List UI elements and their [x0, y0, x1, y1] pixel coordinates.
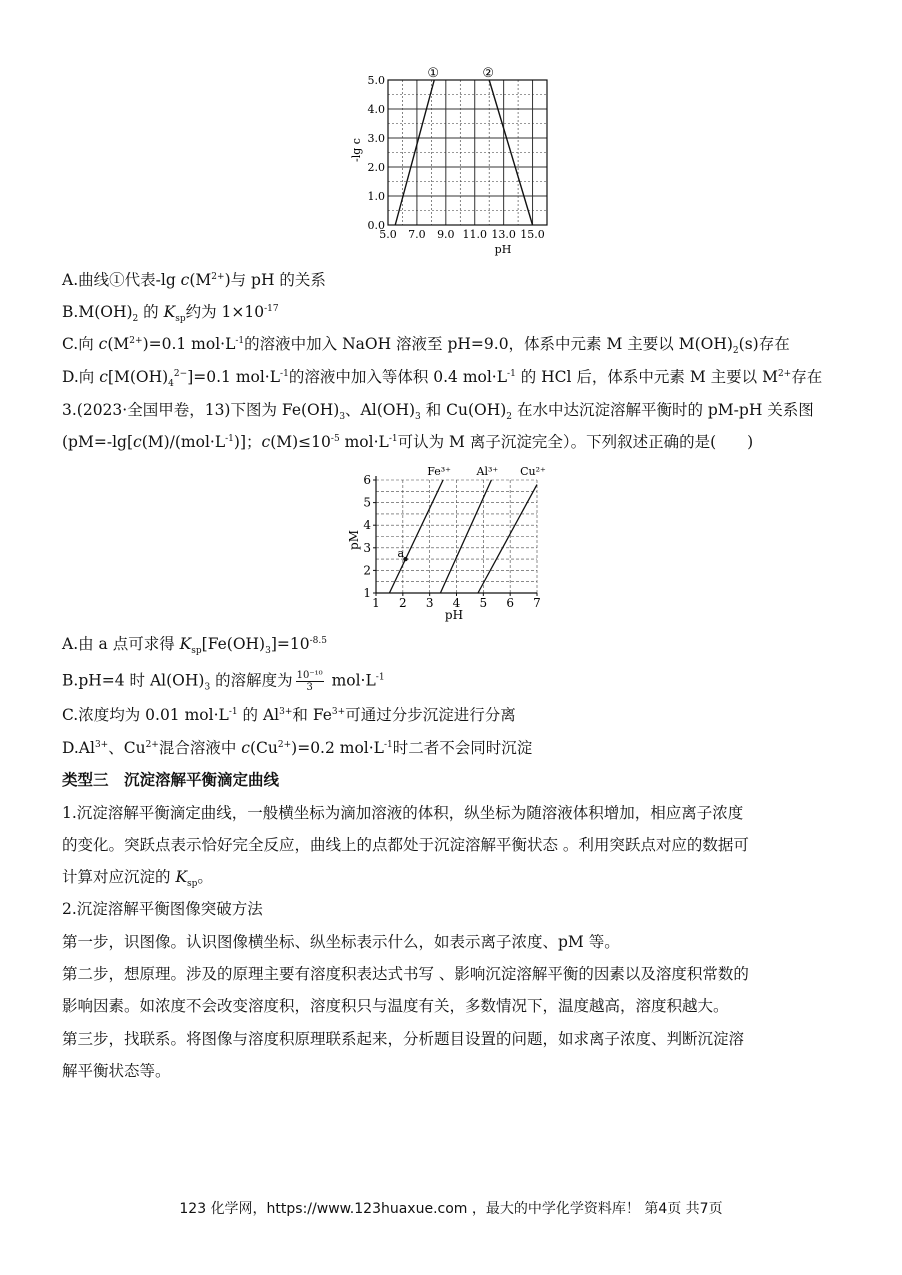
chart-2-grid: [376, 480, 537, 593]
x-tick-label: 9.0: [437, 228, 455, 241]
chart-2: [0, 460, 902, 630]
text: -1: [507, 368, 516, 379]
text: 在水中达沉淀溶解平衡时的 pM-pH 关系图: [512, 401, 814, 419]
text: )=0.2 mol·L: [291, 739, 384, 757]
text: 存在: [791, 368, 823, 386]
text: 的溶液中加入等体积 0.4 mol·L: [288, 368, 508, 386]
text: c: [180, 271, 190, 289]
text: c: [261, 433, 271, 451]
chart-1-y-axis-label: -lg c: [350, 138, 363, 162]
text: C.向: [62, 335, 99, 353]
x-tick-label: 7: [533, 596, 541, 610]
series-label: Fe³⁺: [427, 465, 451, 478]
text: mol·L: [326, 671, 376, 690]
section-paragraph-line: 第三步，找联系。将图像与溶度积原理联系起来，分析题目设置的问题，如求离子浓度、判断沉淀溶: [62, 1030, 745, 1048]
text: -8.5: [309, 635, 327, 646]
text: D.向: [62, 368, 100, 386]
text: 混合溶液中: [158, 739, 242, 757]
x-tick-label: 1: [372, 596, 380, 610]
text: -1: [388, 433, 398, 444]
text: K: [179, 635, 192, 653]
text: 2−: [173, 368, 188, 379]
text: 3+: [279, 706, 293, 717]
y-tick-label: 2: [363, 563, 371, 578]
q2-option-b: [62, 302, 842, 325]
text: -1: [225, 433, 234, 444]
x-tick-label: 7.0: [408, 228, 426, 241]
section-paragraph-line: 第一步，识图像。认识图像横坐标、纵坐标表示什么，如表示离子浓度、pM 等。: [62, 933, 620, 951]
text: A.曲线①代表-lg: [62, 271, 181, 289]
chart-2-axes: [373, 476, 537, 596]
curve-label: ①: [427, 66, 440, 81]
text: 2+: [145, 739, 159, 750]
x-tick-label: 11.0: [462, 228, 487, 241]
text: 、Cu: [108, 739, 146, 757]
chart-1-series: [395, 80, 532, 225]
text: 3+: [331, 706, 346, 717]
text: c: [133, 433, 142, 451]
q2-option-d: [62, 367, 842, 390]
plot-frame: [388, 80, 547, 225]
text: 和 Fe: [292, 706, 332, 724]
text: mol·L: [339, 433, 389, 451]
text: (M: [107, 335, 130, 353]
x-tick-label: 5.0: [379, 228, 397, 241]
text: [M(OH): [107, 368, 169, 386]
chart-1-grid: [388, 80, 547, 225]
series-line-2: [489, 80, 532, 225]
text: 2+: [777, 368, 792, 379]
text: 可认为 M 离子沉淀完全）。下列叙述正确的是( ): [397, 433, 754, 451]
chart-1-x-axis-label: pH: [494, 243, 512, 256]
section-paragraph-line: 1.沉淀溶解平衡滴定曲线，一般横坐标为滴加溶液的体积，纵坐标为随溶液体积增加，相应离子浓度: [62, 804, 744, 822]
text: 的: [138, 303, 164, 321]
text: (M)≤10: [270, 433, 331, 451]
text: )=0.1 mol·L: [142, 335, 236, 353]
x-tick-label: 3: [425, 596, 434, 610]
text: c: [99, 368, 108, 386]
text: 约为 1×10: [185, 303, 265, 321]
text: 计算对应沉淀的: [62, 868, 176, 886]
fraction-numerator: 10⁻¹⁰: [296, 670, 323, 681]
text: sp: [191, 646, 202, 657]
text: sp: [187, 879, 198, 890]
text: 3.(2023·全国甲卷，13)下图为 Fe(OH): [62, 401, 340, 419]
text: 和 Cu(OH): [420, 401, 507, 419]
text: 的溶解度为: [210, 671, 293, 690]
text: (Cu: [249, 739, 278, 757]
text: 3: [415, 412, 421, 423]
text: 。: [197, 868, 213, 886]
y-tick-label: 1.0: [367, 190, 385, 203]
text: -1: [383, 739, 393, 750]
y-tick-label: 1: [363, 586, 371, 600]
section-paragraph-line: 2.沉淀溶解平衡图像突破方法: [62, 900, 263, 918]
text: c: [98, 335, 108, 353]
text: -1: [235, 335, 245, 346]
series-line-3: [478, 485, 537, 593]
q3-stem-line-2: [62, 432, 842, 452]
section-paragraph-line: 影响因素。如浓度不会改变溶度积，溶度积只与温度有关，多数情况下，温度越高，溶度积越大。: [62, 997, 729, 1015]
chart-1-axes: [388, 80, 547, 225]
text: C.浓度均为 0.01 mol·L: [62, 706, 229, 724]
y-tick-label: 5.0: [367, 74, 385, 87]
chart-2-tick-labels: [363, 465, 546, 610]
text: 、Al(OH): [345, 401, 416, 419]
text: -1: [280, 368, 289, 379]
text: (M)/(mol·L: [141, 433, 226, 451]
y-tick-label: 3: [363, 540, 371, 555]
x-tick-label: 5: [479, 596, 488, 610]
y-tick-label: 0.0: [367, 219, 385, 232]
text: 2+: [277, 739, 292, 750]
chart-2-x-axis-label: pH: [444, 608, 464, 622]
q3-option-d: [62, 738, 842, 758]
text: (M: [189, 271, 212, 289]
text: (s)存在: [738, 335, 790, 353]
text: -17: [264, 303, 279, 314]
y-tick-label: 4.0: [367, 103, 385, 116]
curve-label: ②: [482, 66, 495, 81]
text: A.由 a 点可求得: [62, 635, 180, 653]
section-paragraph-line: [62, 867, 842, 890]
q3-option-a: [62, 634, 842, 657]
text: 2+: [129, 335, 143, 346]
x-tick-label: 13.0: [491, 228, 516, 241]
text: -1: [375, 672, 385, 683]
text: 的溶液中加入 NaOH 溶液至 pH=9.0，体系中元素 M 主要以 M(OH): [244, 335, 733, 353]
q3-option-c: [62, 705, 842, 725]
text: ]: [187, 368, 194, 386]
section-paragraph-line: 解平衡状态等。: [62, 1062, 171, 1080]
text: )]；: [233, 433, 262, 451]
text: -5: [330, 433, 340, 444]
text: K: [163, 303, 176, 321]
y-tick-label: 4: [363, 518, 371, 533]
text: 的 HCl 后，体系中元素 M 主要以 M: [515, 368, 778, 386]
x-tick-label: 4: [452, 596, 461, 610]
text: -1: [228, 706, 238, 717]
text: 3: [265, 646, 271, 657]
text: K: [175, 868, 188, 886]
text: 3: [339, 412, 346, 423]
q3-option-b: [62, 670, 842, 693]
y-tick-label: 2.0: [367, 161, 385, 174]
text: =0.1 mol·L: [193, 368, 281, 386]
x-tick-label: 15.0: [520, 228, 545, 241]
text: 2: [506, 412, 513, 423]
annotation-label: a: [397, 547, 405, 561]
y-tick-label: 6: [363, 473, 371, 487]
text: 可通过分步沉淀进行分离: [345, 706, 516, 724]
text: 3+: [94, 739, 109, 750]
x-tick-label: 2: [399, 596, 407, 610]
y-tick-label: 3.0: [367, 132, 385, 145]
text: 2: [132, 314, 139, 325]
q3-stem-line-1: [62, 400, 842, 423]
fraction: [296, 670, 324, 693]
text: 3: [204, 682, 211, 693]
q2-option-c: [62, 334, 842, 357]
fraction-denominator: 3: [306, 682, 313, 693]
q2-option-a: [62, 270, 842, 290]
page-footer: 123 化学网，https://www.123huaxue.com ，最大的中学化学资料库！ 第4页 共7页: [179, 1201, 723, 1217]
text: ]=10: [270, 635, 310, 653]
text: c: [241, 739, 250, 757]
text: sp: [175, 314, 186, 325]
chart-2-y-axis-label: pM: [347, 530, 361, 550]
text: 2: [732, 346, 739, 357]
x-tick-label: 6: [506, 596, 514, 610]
text: [Fe(OH): [201, 635, 266, 653]
series-label: Al³⁺: [476, 465, 499, 478]
text: B.pH=4 时 Al(OH): [62, 671, 205, 690]
text: 4: [168, 379, 174, 390]
section-paragraph-line: 的变化。突跃点表示恰好完全反应，曲线上的点都处于沉淀溶解平衡状态 。利用突跃点对应的数据可: [62, 836, 749, 854]
text: )与 pH 的关系: [224, 271, 326, 289]
series-label: Cu²⁺: [520, 465, 546, 478]
y-tick-label: 5: [363, 495, 371, 510]
chart-1: [0, 0, 902, 265]
text: (pM=-lg[: [62, 433, 133, 451]
text: 时二者不会同时沉淀: [392, 739, 533, 757]
text: D.Al: [62, 739, 95, 757]
section-heading: 类型三 沉淀溶解平衡滴定曲线: [62, 770, 280, 789]
text: 2+: [211, 271, 225, 282]
text: 的 Al: [237, 706, 280, 724]
section-paragraph-line: 第二步，想原理。涉及的原理主要有溶度积表达式书写 、影响沉淀溶解平衡的因素以及溶度积常数的: [62, 965, 749, 983]
text: B.M(OH): [62, 303, 133, 321]
